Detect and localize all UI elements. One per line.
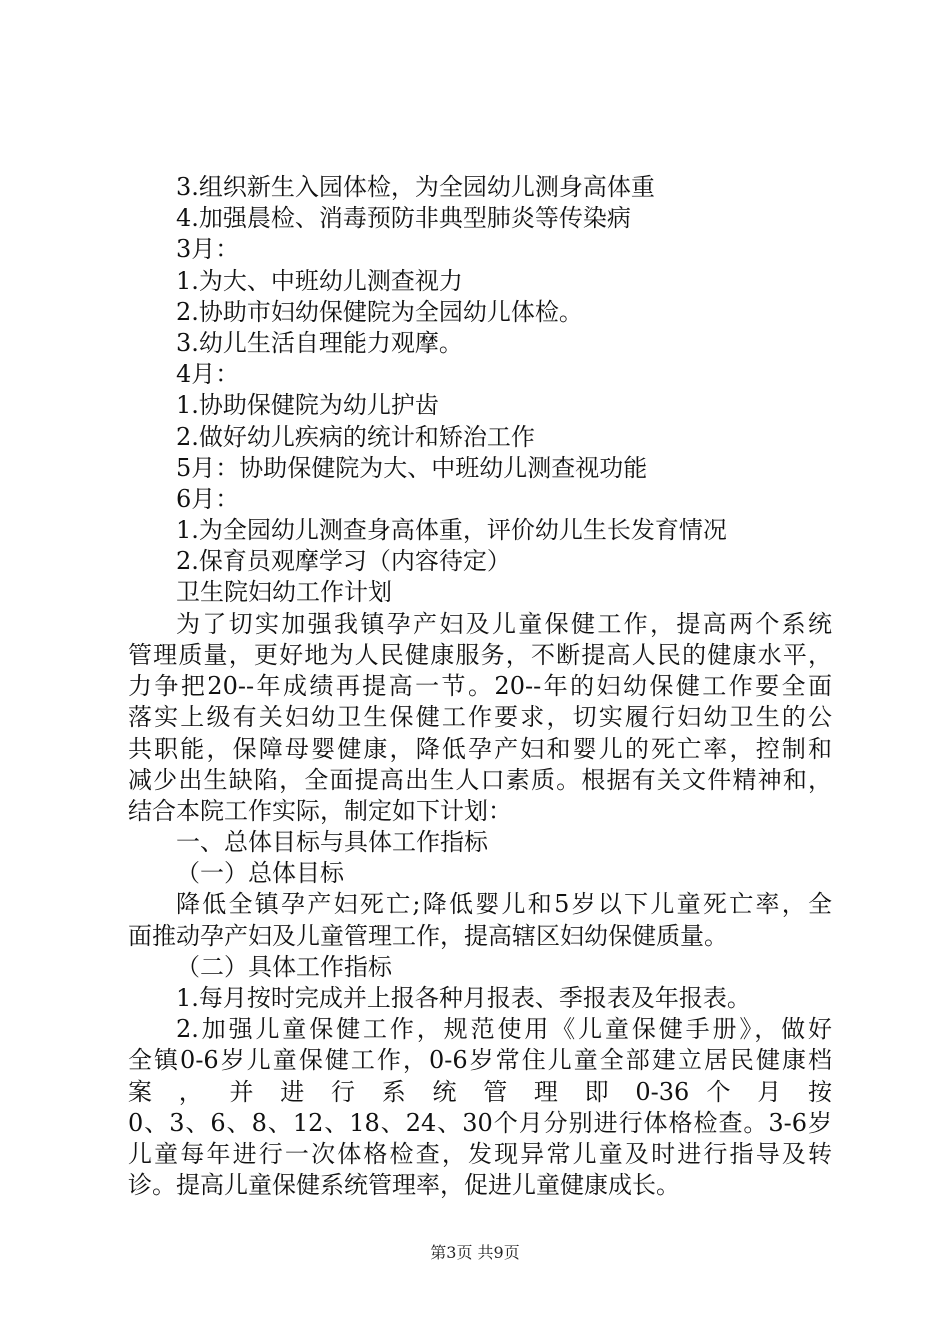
paragraph-line: 全镇0-6岁儿童保健工作，0-6岁常住儿童全部建立居民健康档 <box>128 1046 832 1075</box>
month-heading: 4月： <box>176 360 240 389</box>
text-line: 2.协助市妇幼保健院为全园幼儿体检。 <box>176 297 583 326</box>
section-title: 卫生院妇幼工作计划 <box>176 578 392 607</box>
text-line: 2.做好幼儿疾病的统计和矫治工作 <box>176 422 535 451</box>
paragraph-line: 诊。提高儿童保健系统管理率，促进儿童健康成长。 <box>128 1171 680 1200</box>
paragraph-line: 力争把20--年成绩再提高一节。20--年的妇幼保健工作要全面 <box>128 672 832 701</box>
section-heading: 一、总体目标与具体工作指标 <box>176 828 488 857</box>
paragraph-line: 管理质量，更好地为人民健康服务，不断提高人民的健康水平， <box>128 640 832 669</box>
paragraph-line: 落实上级有关妇幼卫生保健工作要求，切实履行妇幼卫生的公 <box>128 703 832 732</box>
text-line: 2.保育员观摩学习（内容待定） <box>176 547 511 576</box>
subsection-heading: （一）总体目标 <box>176 859 344 888</box>
text-line: 1.为全园幼儿测查身高体重，评价幼儿生长发育情况 <box>176 516 727 545</box>
paragraph-line: 0、3、6、8、12、18、24、30个月分别进行体格检查。3-6岁 <box>128 1108 832 1137</box>
text-line: 1.协助保健院为幼儿护齿 <box>176 391 439 420</box>
text-line: 4.加强晨检、消毒预防非典型肺炎等传染病 <box>176 204 631 233</box>
paragraph-line: 2.加强儿童保健工作，规范使用《儿童保健手册》，做好 <box>176 1015 832 1044</box>
list-item: 1.每月按时完成并上报各种月报表、季报表及年报表。 <box>176 984 751 1013</box>
paragraph-line: 案 ， 并 进 行 系 统 管 理 即 0-36 个 月 按 <box>128 1077 832 1106</box>
paragraph-line: 降低全镇孕产妇死亡;降低婴儿和5岁以下儿童死亡率，全 <box>176 890 832 919</box>
paragraph-line: 为了切实加强我镇孕产妇及儿童保健工作，提高两个系统 <box>176 609 832 638</box>
paragraph-line: 面推动孕产妇及儿童管理工作，提高辖区妇幼保健质量。 <box>128 921 728 950</box>
month-heading: 5月：协助保健院为大、中班幼儿测查视功能 <box>176 453 648 482</box>
paragraph-line: 共职能，保障母婴健康，降低孕产妇和婴儿的死亡率，控制和 <box>128 734 832 763</box>
month-heading: 6月： <box>176 484 240 513</box>
paragraph-line: 结合本院工作实际，制定如下计划： <box>128 796 512 825</box>
month-heading: 3月： <box>176 235 240 264</box>
subsection-heading: （二）具体工作指标 <box>176 952 392 981</box>
paragraph-line: 儿童每年进行一次体格检查，发现异常儿童及时进行指导及转 <box>128 1139 832 1168</box>
text-line: 3.组织新生入园体检，为全园幼儿测身高体重 <box>176 173 655 201</box>
paragraph-intro <box>128 609 832 1202</box>
text-line: 3.幼儿生活自理能力观摩。 <box>176 328 463 357</box>
page-footer: 第3页 共9页 <box>430 1243 520 1262</box>
paragraph-line: 减少出生缺陷，全面提高出生人口素质。根据有关文件精神和， <box>128 765 832 794</box>
text-line: 1.为大、中班幼儿测查视力 <box>176 266 463 295</box>
document-body <box>176 172 831 609</box>
